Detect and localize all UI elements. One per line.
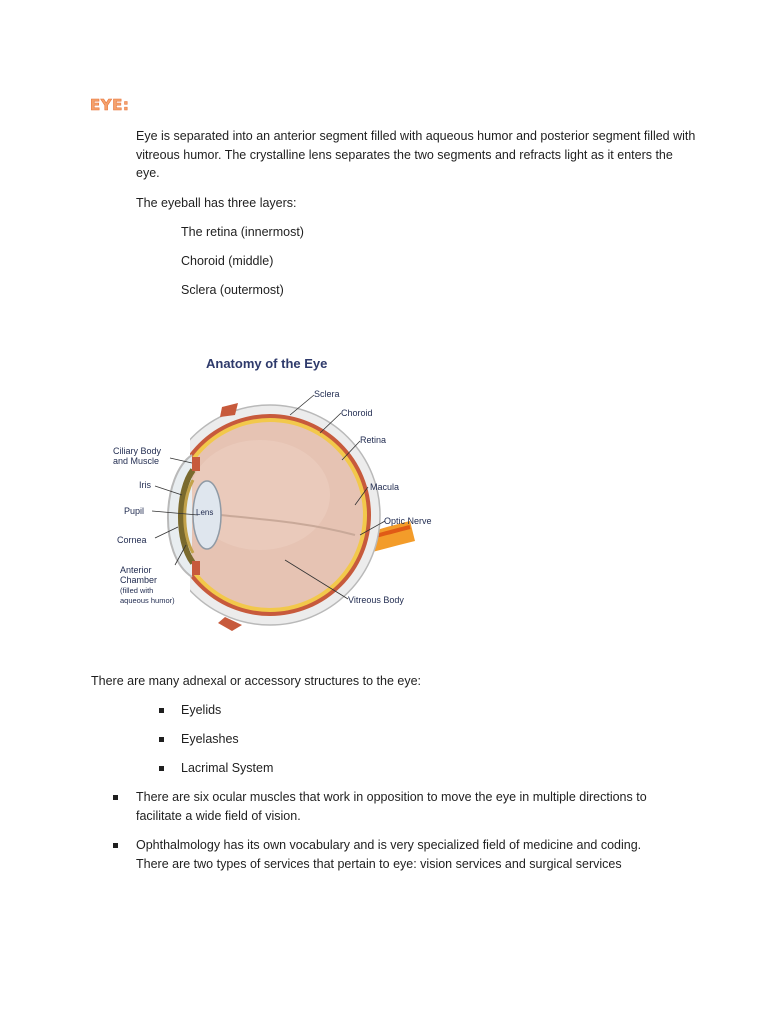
layer-item: Sclera (outermost) [181, 283, 284, 297]
label-lens: Lens [196, 508, 214, 517]
label-ciliary: Ciliary Body [113, 446, 162, 456]
label-anterior-chamber: (filled with [120, 586, 154, 595]
bullet-icon [113, 843, 118, 848]
bullet-icon [159, 766, 164, 771]
bullet-icon [113, 795, 118, 800]
label-vitreous-body: Vitreous Body [348, 595, 404, 605]
bullet-icon [159, 708, 164, 713]
label-choroid: Choroid [341, 408, 373, 418]
intro-paragraph: Eye is separated into an anterior segment filled with aqueous humor and posterior segment filled with vitreous humor. The crystalline lens separates the two segments and refracts light as it enters the eye. [136, 129, 696, 180]
label-anterior-chamber: aqueous humor) [120, 596, 175, 605]
layer-item: Choroid (middle) [181, 254, 274, 268]
layer-item: The retina (innermost) [181, 225, 304, 239]
label-iris: Iris [139, 480, 151, 490]
fact-list-item: There are six ocular muscles that work in opposition to move the eye in multiple directions to facilitate a wide field of vision. [136, 788, 696, 825]
adnexal-list-item: Eyelashes [181, 730, 239, 749]
fact-list-item: Ophthalmology has its own vocabulary and is very specialized field of medicine and coding. There are two types of services that pertain to eye: vision services and surgical services [136, 836, 696, 873]
layers-title: The eyeball has three layers: [136, 196, 297, 210]
adnexal-intro: There are many adnexal or accessory structures to the eye: [91, 674, 422, 688]
eye-anatomy-diagram [110, 345, 450, 635]
label-optic-nerve: Optic Nerve [384, 516, 432, 526]
label-ciliary: and Muscle [113, 456, 160, 466]
section-heading: EYE: [90, 96, 130, 114]
label-macula: Macula [370, 482, 400, 492]
label-anterior-chamber: Anterior [120, 565, 152, 575]
bullet-icon [159, 737, 164, 742]
diagram-title: Anatomy of the Eye [206, 356, 328, 371]
label-sclera: Sclera [314, 389, 340, 399]
label-pupil: Pupil [124, 506, 145, 516]
adnexal-list-item: Lacrimal System [181, 759, 273, 778]
ciliary-body [192, 457, 200, 471]
label-retina: Retina [360, 435, 387, 445]
label-cornea: Cornea [117, 535, 147, 545]
label-anterior-chamber: Chamber [120, 575, 158, 585]
adnexal-list-item: Eyelids [181, 701, 221, 720]
